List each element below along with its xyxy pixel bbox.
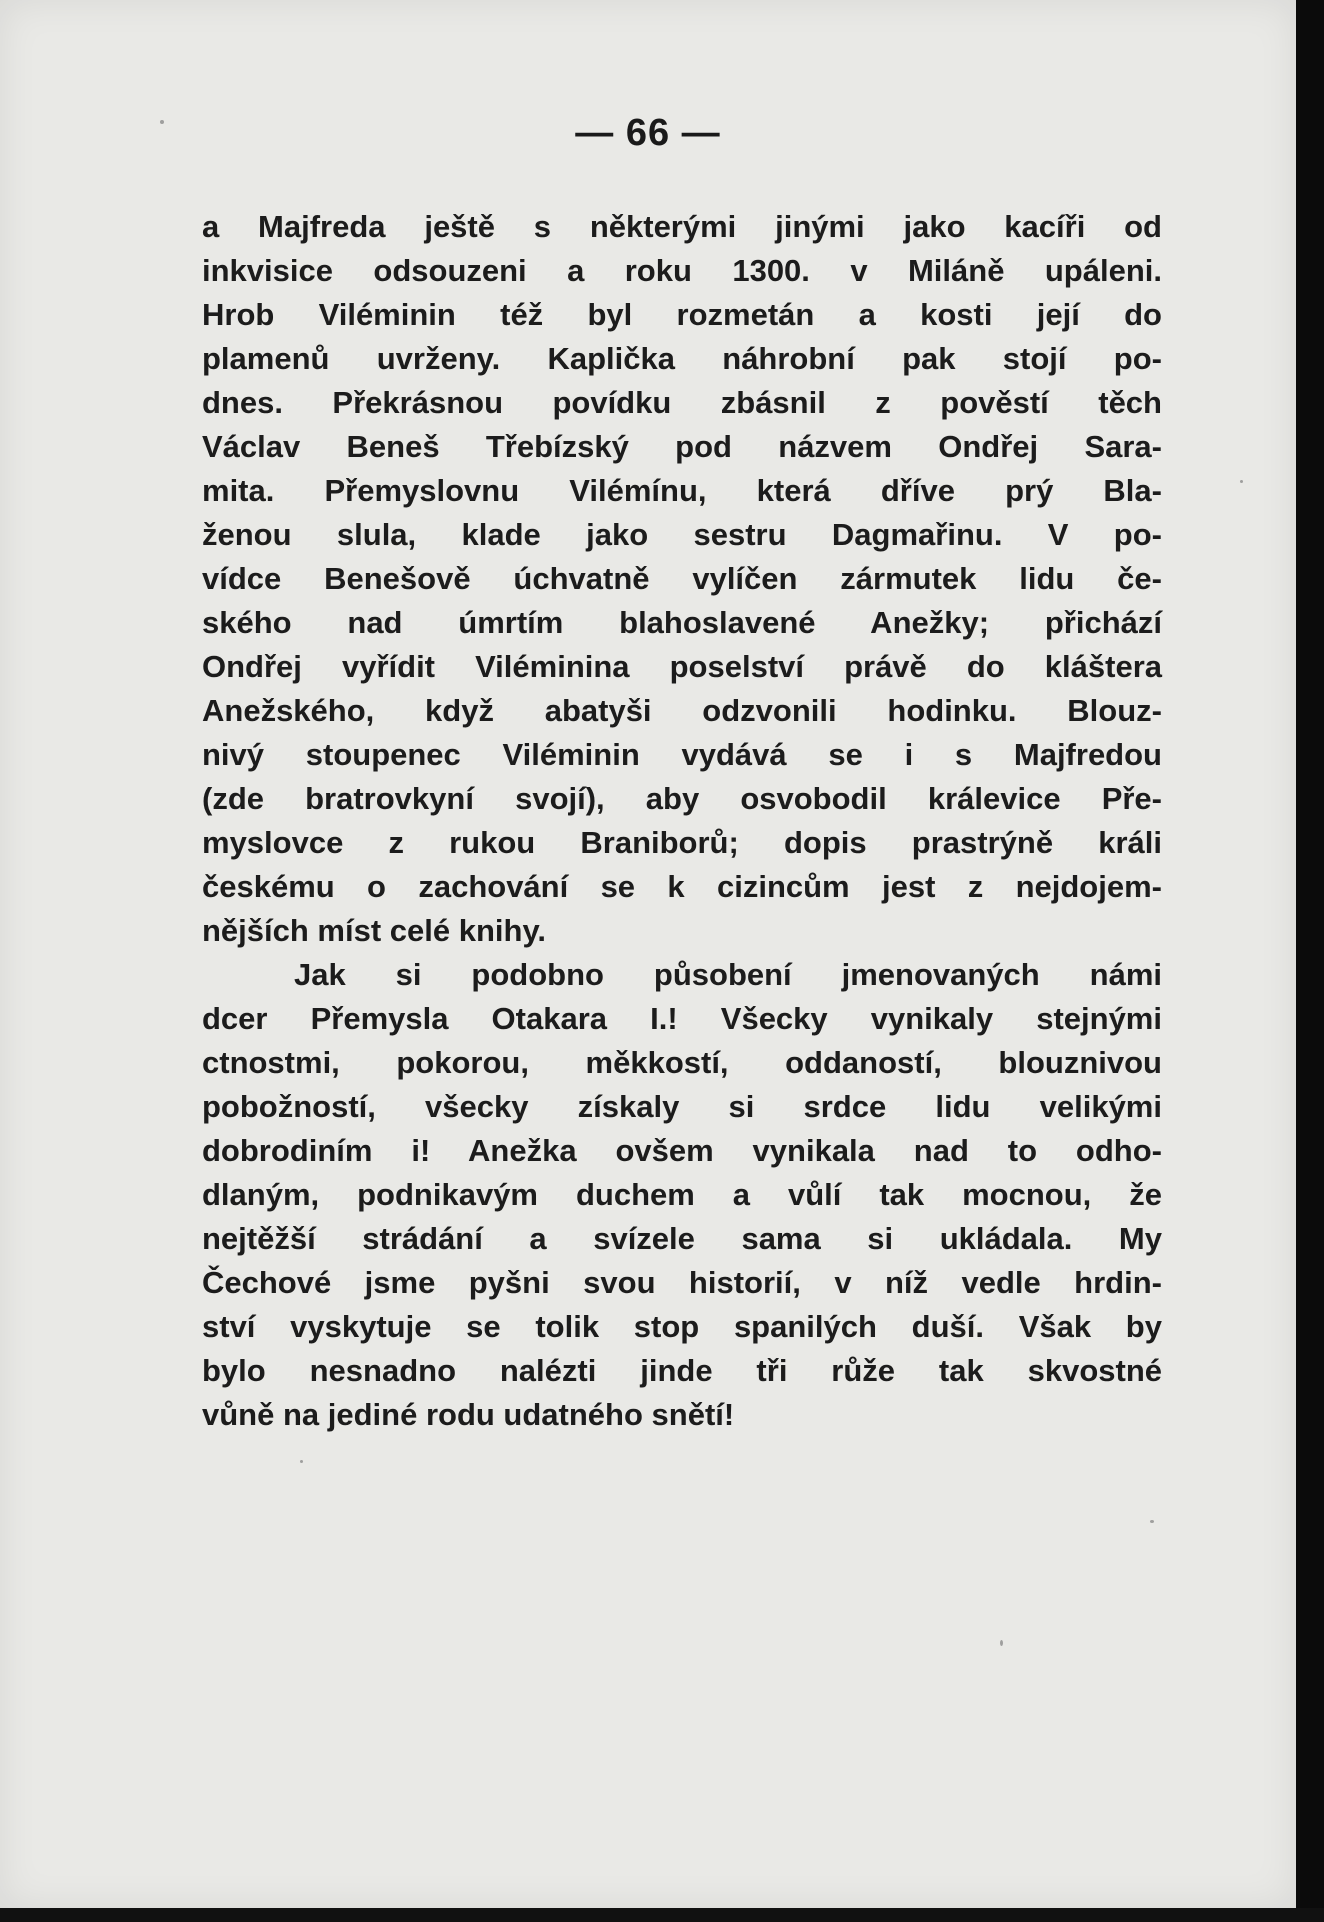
paragraph-1 [202,205,1162,953]
text-line: ství vyskytuje se tolik stop spanilých duší. Však by [202,1309,1162,1344]
text-line: Ondřej vyřídit Viléminina poselství právě do kláštera [202,649,1162,684]
text-line: Václav Beneš Třebízský pod názvem Ondřej Sara- [202,429,1162,464]
scan-edge-bottom [0,1908,1324,1922]
text-line: Jak si podobno působení jmenovaných námi [294,957,1162,992]
paper-speck [160,120,164,124]
paragraph-2 [202,953,1162,1437]
text-line: ženou slula, klade jako sestru Dagmařinu. V po- [202,517,1162,552]
text-line: a Majfreda ještě s některými jinými jako kacíři od [202,209,1162,244]
text-line: ctnostmi, pokorou, měkkostí, oddaností, blouznivou [202,1045,1162,1080]
scan-edge-right [1296,0,1324,1922]
text-line: nejtěžší strádání a svízele sama si ukládala. My [202,1221,1162,1256]
page-number: — 66 — [575,112,721,154]
paper-speck [300,1460,303,1463]
text-line: dlaným, podnikavým duchem a vůlí tak mocnou, že [202,1177,1162,1212]
text-line: Anežského, když abatyši odzvonili hodinku. Blouz- [202,693,1162,728]
text-line: dcer Přemysla Otakara I.! Všecky vynikaly stejnými [202,1001,1162,1036]
paper-speck [1240,480,1243,483]
text-line: mita. Přemyslovnu Vilémínu, která dříve prý Bla- [202,473,1162,508]
text-line: pobožností, všecky získaly si srdce lidu velikými [202,1089,1162,1124]
text-line: vůně na jediné rodu udatného snětí! [202,1397,735,1432]
paper-speck [1150,1520,1154,1523]
text-line: myslovce z rukou Braniborů; dopis prastrýně králi [202,825,1162,860]
text-line: (zde bratrovkyní svojí), aby osvobodil králevice Pře- [202,781,1162,816]
paper-speck [1000,1640,1003,1646]
text-line: Hrob Viléminin též byl rozmetán a kosti její do [202,297,1162,332]
text-line: bylo nesnadno nalézti jinde tři růže tak skvostné [202,1353,1162,1388]
text-line: inkvisice odsouzeni a roku 1300. v Miláně upáleni. [202,253,1162,288]
text-line: nějších míst celé knihy. [202,913,547,948]
text-line: Čechové jsme pyšni svou historií, v níž vedle hrdin- [202,1265,1162,1300]
text-line: plamenů uvrženy. Kaplička náhrobní pak stojí po- [202,341,1162,376]
text-line: nivý stoupenec Viléminin vydává se i s Majfredou [202,737,1162,772]
body-text [202,205,1162,1437]
text-line: dnes. Překrásnou povídku zbásnil z pověstí těch [202,385,1162,420]
text-line: vídce Benešově úchvatně vylíčen zármutek lidu če- [202,561,1162,596]
text-line: ského nad úmrtím blahoslavené Anežky; přichází [202,605,1162,640]
text-line: českému o zachování se k cizincům jest z nejdojem- [202,869,1162,904]
text-line: dobrodiním i! Anežka ovšem vynikala nad to odho- [202,1133,1162,1168]
